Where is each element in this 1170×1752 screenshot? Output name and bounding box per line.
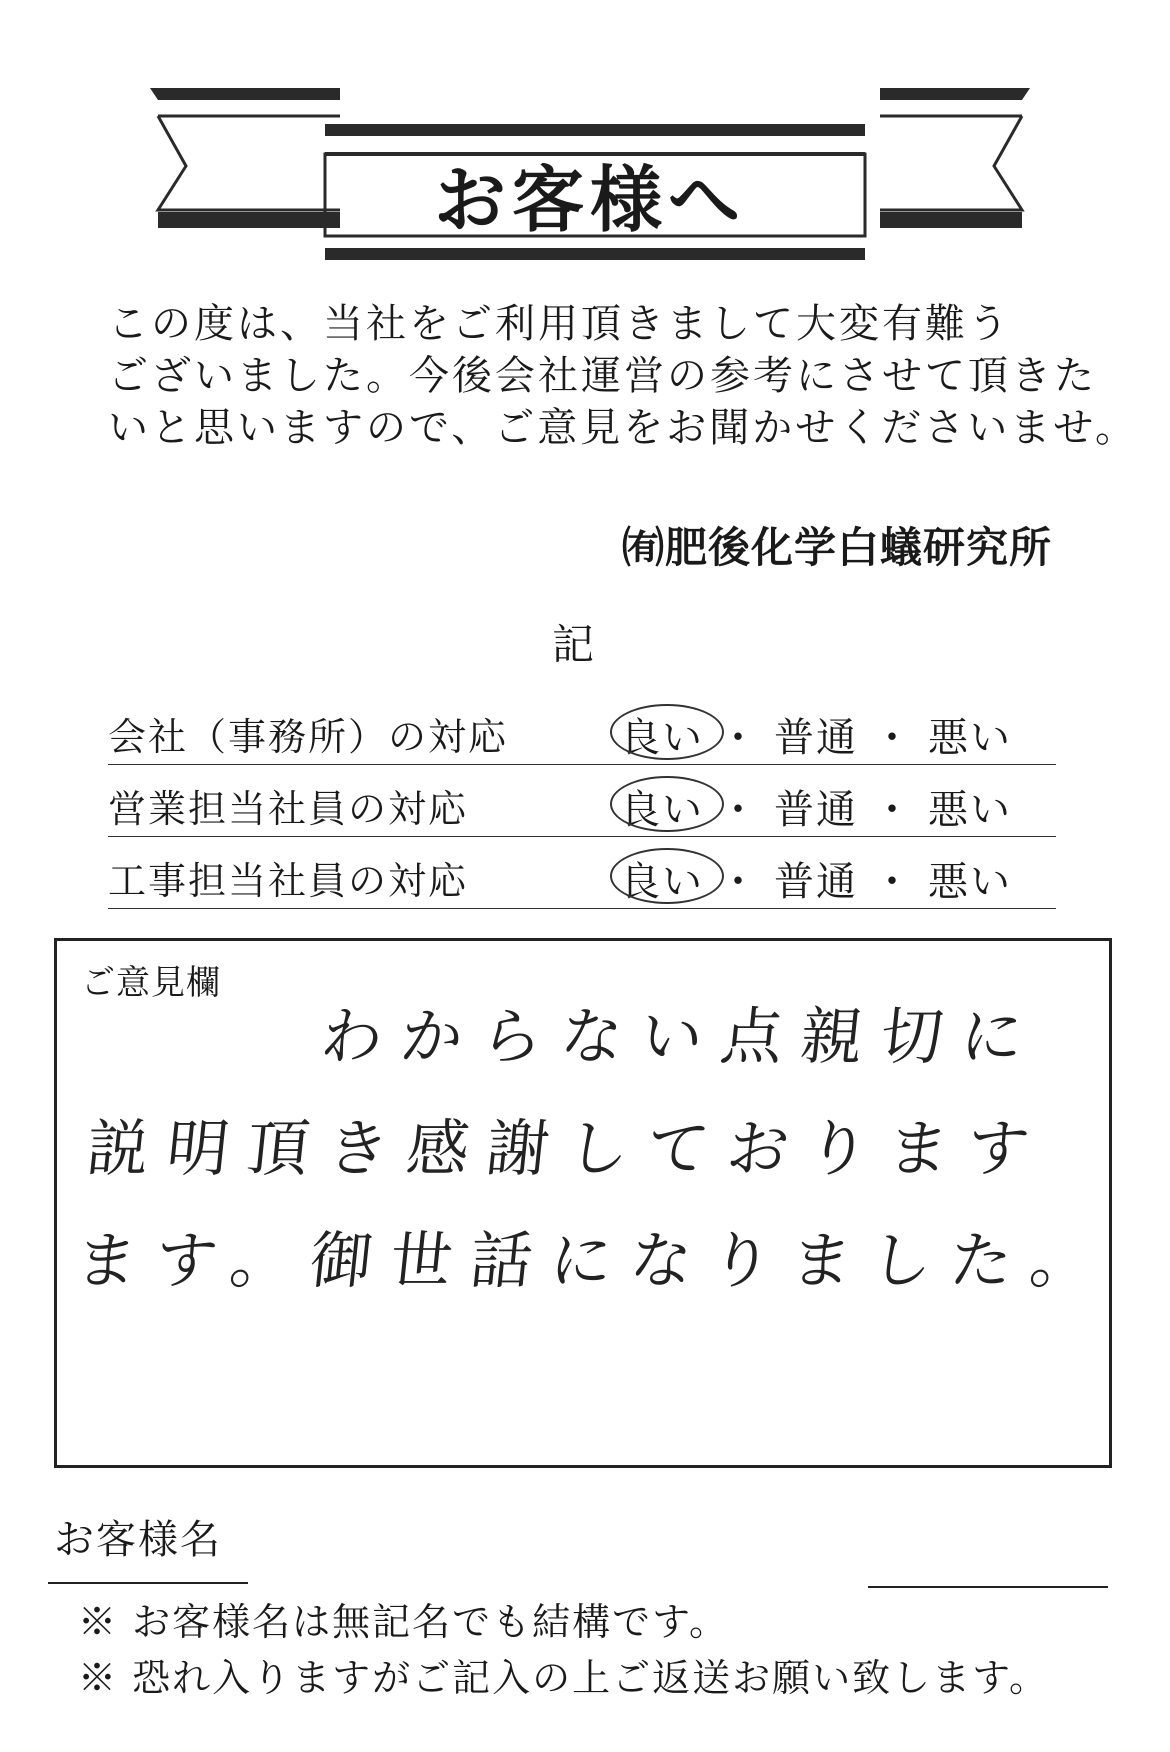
footnote: ※ 恐れ入りますがご記入の上ご返送お願い致します。 bbox=[78, 1656, 1050, 1700]
handwritten-line: ます。御世話になりました。 bbox=[71, 1224, 1115, 1297]
footnote: ※ お客様名は無記名でも結構です。 bbox=[78, 1600, 730, 1644]
evaluation-options: 良い ・ 普通 ・ 悪い bbox=[620, 706, 1012, 763]
company-name: ㈲肥後化学白蟻研究所 bbox=[621, 523, 1052, 572]
option-bad[interactable]: 悪い bbox=[928, 715, 1012, 761]
evaluation-row bbox=[108, 692, 1056, 765]
evaluation-options: 良い ・ 普通 ・ 悪い bbox=[620, 778, 1012, 835]
evaluation-label: 工事担当社員の対応 bbox=[108, 859, 469, 903]
customer-name-label: お客様名 bbox=[54, 1517, 222, 1563]
customer-name-line[interactable] bbox=[868, 1586, 1108, 1588]
evaluation-label: 会社（事務所）の対応 bbox=[108, 715, 509, 759]
handwritten-line: わからない点親切に bbox=[316, 1000, 1045, 1073]
opinion-box[interactable] bbox=[54, 938, 1115, 1468]
opinion-label: ご意見欄 bbox=[81, 963, 221, 1003]
option-bad[interactable]: 悪い bbox=[928, 859, 1012, 905]
evaluation-options: 良い ・ 普通 ・ 悪い bbox=[620, 850, 1012, 907]
footnotes bbox=[78, 1594, 1049, 1706]
evaluation-label: 営業担当社員の対応 bbox=[108, 787, 469, 831]
option-good[interactable]: 良い bbox=[620, 778, 704, 835]
intro-line: ございました。今後会社運営の参考にさせて頂きた bbox=[108, 353, 1097, 399]
evaluation-row bbox=[108, 836, 1056, 909]
title-banner bbox=[150, 88, 1030, 268]
intro-line: いと思いますので、ご意見をお聞かせくださいませ。 bbox=[108, 405, 1138, 451]
evaluation-row bbox=[108, 764, 1056, 837]
option-good[interactable]: 良い bbox=[620, 706, 704, 763]
option-average[interactable]: 普通 bbox=[774, 859, 858, 905]
option-average[interactable]: 普通 bbox=[774, 715, 858, 761]
handwritten-line: 説明頂き感謝しております bbox=[83, 1112, 1051, 1185]
handwritten-opinion bbox=[69, 981, 1115, 1317]
option-good[interactable]: 良い bbox=[620, 850, 704, 907]
intro-line: この度は、当社をご利用頂きまして大変有難う bbox=[108, 301, 1011, 347]
page-title: お客様へ bbox=[433, 158, 746, 242]
option-bad[interactable]: 悪い bbox=[928, 787, 1012, 833]
intro-message bbox=[108, 298, 1138, 454]
ki-heading: 記 bbox=[552, 620, 595, 669]
customer-name-line[interactable] bbox=[48, 1582, 248, 1584]
option-average[interactable]: 普通 bbox=[774, 787, 858, 833]
